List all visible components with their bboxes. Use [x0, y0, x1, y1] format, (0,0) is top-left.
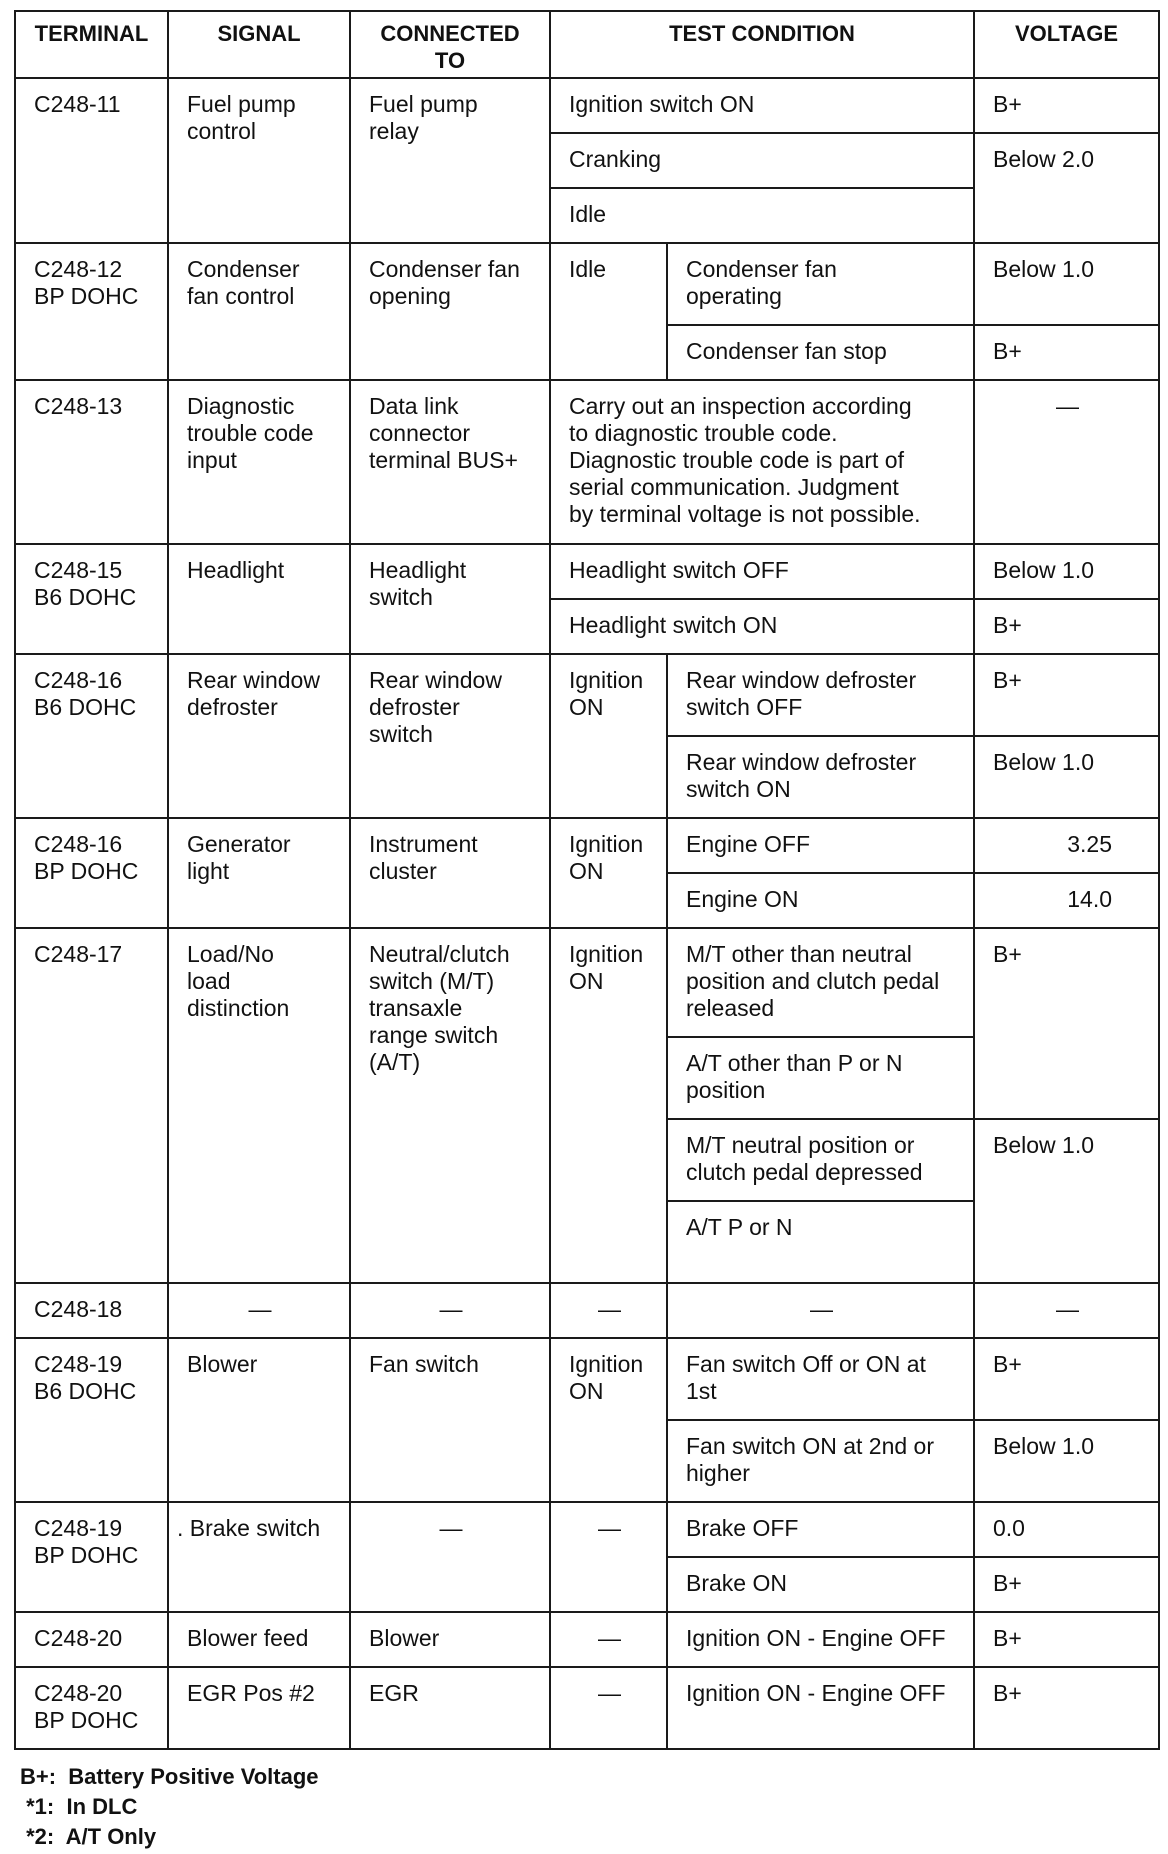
connected-cell: Rear window defroster switch — [350, 654, 550, 818]
terminal-cell: C248-15 B6 DOHC — [15, 544, 168, 654]
condition-cell: Headlight switch OFF — [550, 544, 974, 599]
voltage-cell: Below 1.0 — [974, 1420, 1159, 1502]
condition-main-cell: — — [550, 1502, 667, 1612]
signal-cell: Diagnostic trouble code input — [168, 380, 350, 544]
header-connected-to: CONNECTED TO — [350, 11, 550, 78]
voltage-cell: B+ — [974, 1557, 1159, 1612]
footnote-dlc: *1: In DLC — [20, 1794, 138, 1819]
footnote-battery: B+: Battery Positive Voltage — [20, 1764, 319, 1789]
connected-cell: Blower — [350, 1612, 550, 1667]
condition-main-cell: — — [550, 1667, 667, 1749]
header-signal: SIGNAL — [168, 11, 350, 78]
voltage-cell: Below 1.0 — [974, 736, 1159, 818]
condition-cell: Ignition switch ON — [550, 78, 974, 133]
signal-cell: Load/No load distinction — [168, 928, 350, 1283]
condition-cell: Headlight switch ON — [550, 599, 974, 654]
condition-cell: Engine OFF — [667, 818, 974, 873]
condition-cell: Brake OFF — [667, 1502, 974, 1557]
condition-main-cell: Idle — [550, 243, 667, 380]
terminal-cell: C248-16 BP DOHC — [15, 818, 168, 928]
table-row — [15, 243, 1159, 325]
condition-cell: A/T other than P or N position — [667, 1037, 974, 1119]
signal-cell: Rear window defroster — [168, 654, 350, 818]
connected-cell: EGR — [350, 1667, 550, 1749]
voltage-cell: — — [974, 380, 1159, 544]
terminal-cell: C248-17 — [15, 928, 168, 1283]
signal-cell: EGR Pos #2 — [168, 1667, 350, 1749]
table-row — [15, 1283, 1159, 1338]
condition-main-cell: — — [550, 1612, 667, 1667]
header-terminal: TERMINAL — [15, 11, 168, 78]
connected-cell: Condenser fan opening — [350, 243, 550, 380]
voltage-cell: Below 1.0 — [974, 544, 1159, 599]
voltage-cell: 3.25 — [974, 818, 1159, 873]
table-row — [15, 1502, 1159, 1557]
condition-cell: M/T other than neutral position and clutch pedal released — [667, 928, 974, 1037]
condition-cell: Rear window defroster switch ON — [667, 736, 974, 818]
header-voltage: VOLTAGE — [974, 11, 1159, 78]
condition-main-cell: Ignition ON — [550, 1338, 667, 1502]
condition-cell: Fan switch ON at 2nd or higher — [667, 1420, 974, 1502]
signal-cell: Headlight — [168, 544, 350, 654]
condition-cell: Fan switch Off or ON at 1st — [667, 1338, 974, 1420]
signal-cell: Blower — [168, 1338, 350, 1502]
voltage-cell: B+ — [974, 1338, 1159, 1420]
signal-cell: . Brake switch — [168, 1502, 350, 1612]
voltage-cell: Below 1.0 — [974, 1119, 1159, 1283]
voltage-cell: B+ — [974, 78, 1159, 133]
condition-cell: Idle — [550, 188, 974, 243]
header-row — [15, 11, 1159, 78]
signal-cell: Blower feed — [168, 1612, 350, 1667]
condition-cell: Condenser fan stop — [667, 325, 974, 380]
condition-cell: Engine ON — [667, 873, 974, 928]
condition-cell: A/T P or N — [667, 1201, 974, 1283]
voltage-cell: Below 2.0 — [974, 133, 1159, 243]
condition-main-cell: — — [550, 1283, 667, 1338]
table-row — [15, 78, 1159, 133]
connected-cell: Headlight switch — [350, 544, 550, 654]
voltage-cell: B+ — [974, 928, 1159, 1119]
terminal-cell: C248-12 BP DOHC — [15, 243, 168, 380]
voltage-cell: B+ — [974, 654, 1159, 736]
connected-cell: Neutral/clutch switch (M/T) transaxle range switch (A/T) — [350, 928, 550, 1283]
connected-cell: Instrument cluster — [350, 818, 550, 928]
voltage-cell: B+ — [974, 599, 1159, 654]
terminal-cell: C248-13 — [15, 380, 168, 544]
condition-cell: — — [667, 1283, 974, 1338]
terminal-cell: C248-20 BP DOHC — [15, 1667, 168, 1749]
table-row — [15, 380, 1159, 544]
voltage-cell: Below 1.0 — [974, 243, 1159, 325]
condition-cell: Condenser fan operating — [667, 243, 974, 325]
table-row — [15, 818, 1159, 873]
condition-cell: Cranking — [550, 133, 974, 188]
connected-cell: — — [350, 1283, 550, 1338]
terminal-cell: C248-19 B6 DOHC — [15, 1338, 168, 1502]
table-row — [15, 1612, 1159, 1667]
footnote-at-only: *2: A/T Only — [20, 1824, 157, 1849]
condition-cell: Ignition ON - Engine OFF — [667, 1612, 974, 1667]
terminal-cell: C248-18 — [15, 1283, 168, 1338]
terminal-cell: C248-20 — [15, 1612, 168, 1667]
spec-sheet — [14, 10, 1158, 1750]
condition-cell: M/T neutral position or clutch pedal depressed — [667, 1119, 974, 1201]
connected-cell: Fan switch — [350, 1338, 550, 1502]
voltage-cell: 14.0 — [974, 873, 1159, 928]
table-row — [15, 1338, 1159, 1420]
connected-cell: — — [350, 1502, 550, 1612]
condition-cell: Rear window defroster switch OFF — [667, 654, 974, 736]
voltage-cell: B+ — [974, 325, 1159, 380]
condition-main-cell: Ignition ON — [550, 654, 667, 818]
footnotes — [20, 1762, 319, 1852]
terminal-cell: C248-16 B6 DOHC — [15, 654, 168, 818]
condition-cell: Brake ON — [667, 1557, 974, 1612]
table-row — [15, 1667, 1159, 1749]
signal-cell: Condenser fan control — [168, 243, 350, 380]
terminal-voltage-table — [14, 10, 1160, 1750]
table-row — [15, 928, 1159, 1037]
condition-main-cell: Ignition ON — [550, 818, 667, 928]
table-row — [15, 654, 1159, 736]
condition-cell: Ignition ON - Engine OFF — [667, 1667, 974, 1749]
condition-cell: Carry out an inspection according to diagnostic trouble code. Diagnostic trouble code is part of serial communication. Judgment by terminal voltage is not possible. — [550, 380, 974, 544]
signal-cell: — — [168, 1283, 350, 1338]
connected-cell: Fuel pump relay — [350, 78, 550, 243]
condition-main-cell: Ignition ON — [550, 928, 667, 1283]
table-row — [15, 544, 1159, 599]
voltage-cell: B+ — [974, 1612, 1159, 1667]
voltage-cell: 0.0 — [974, 1502, 1159, 1557]
header-test-condition: TEST CONDITION — [550, 11, 974, 78]
connected-cell: Data link connector terminal BUS+ — [350, 380, 550, 544]
voltage-cell: — — [974, 1283, 1159, 1338]
terminal-cell: C248-11 — [15, 78, 168, 243]
terminal-cell: C248-19 BP DOHC — [15, 1502, 168, 1612]
voltage-cell: B+ — [974, 1667, 1159, 1749]
signal-cell: Generator light — [168, 818, 350, 928]
signal-cell: Fuel pump control — [168, 78, 350, 243]
